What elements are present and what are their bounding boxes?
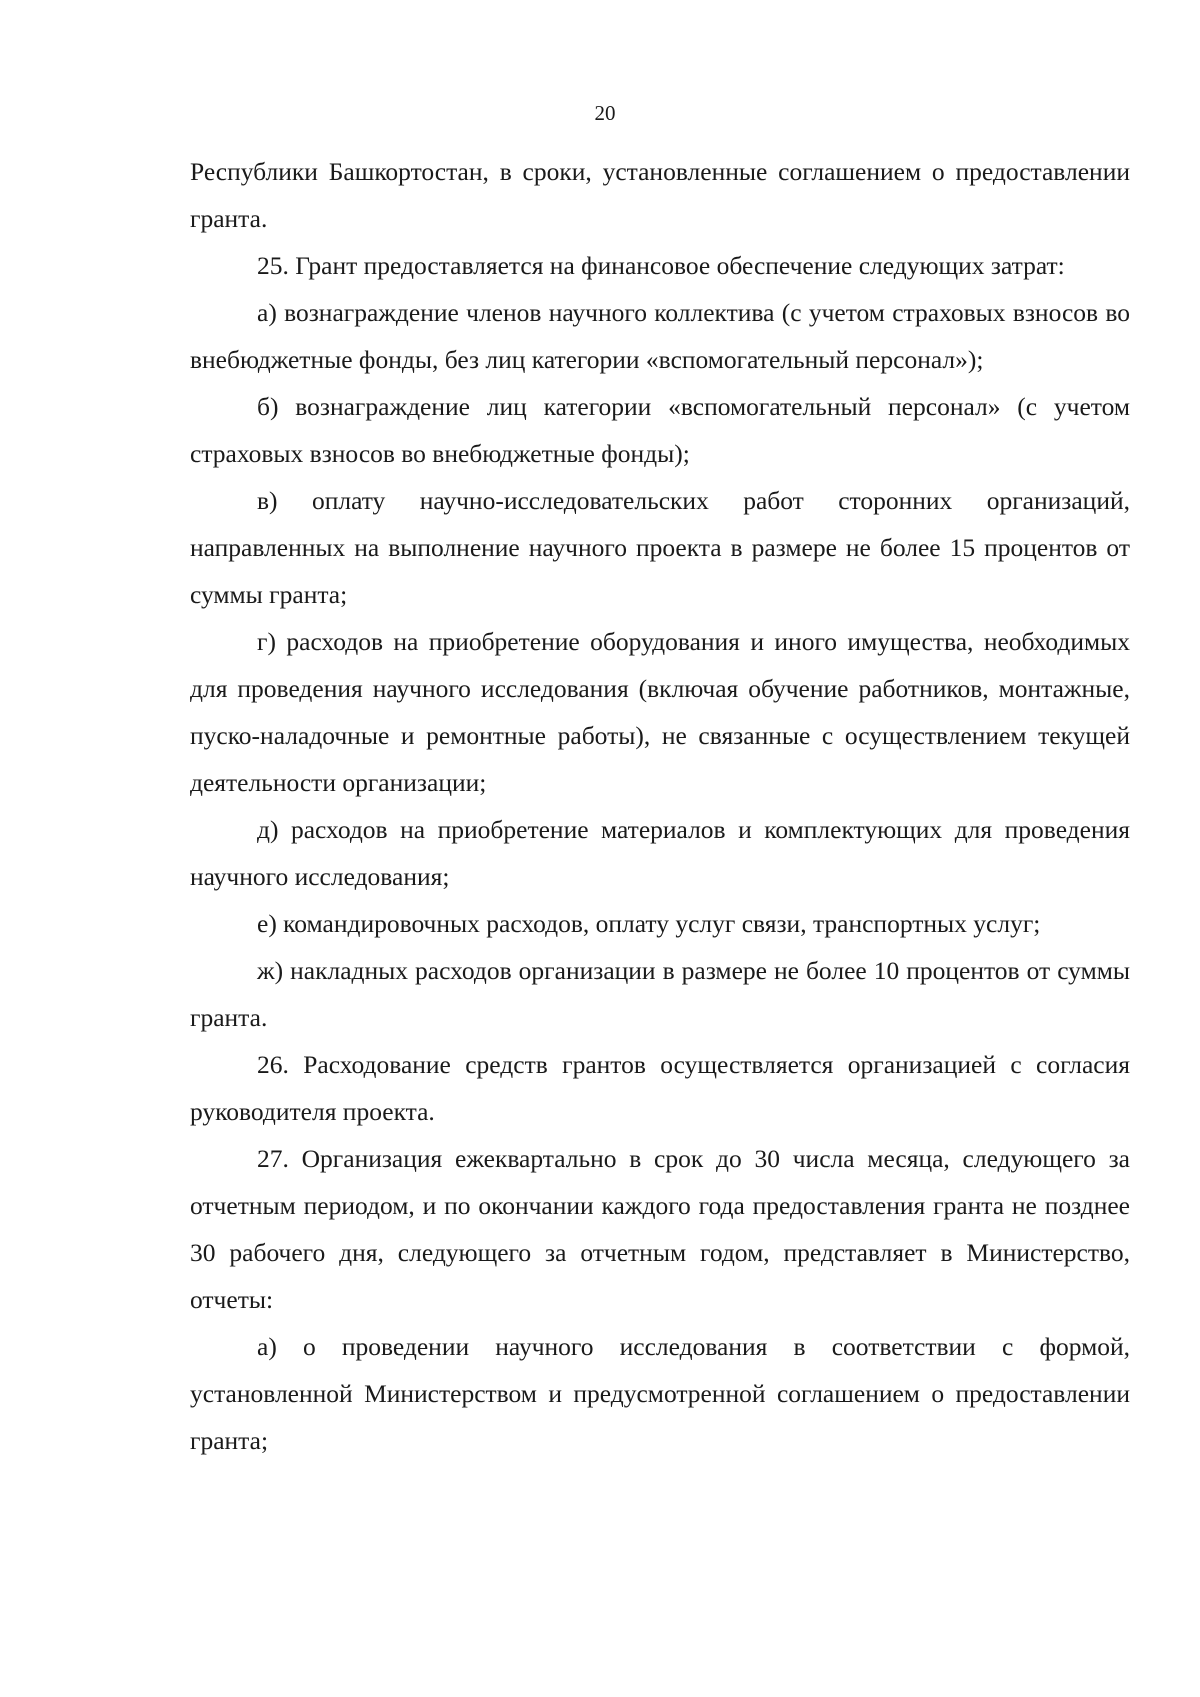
page-number: 20 bbox=[594, 101, 616, 125]
document-body bbox=[190, 148, 1130, 1464]
paragraph-clause-26: 26. Расходование средств грантов осуществляется организацией с согласия руководителя проекта. bbox=[190, 1050, 1130, 1126]
paragraph-item-e: е) командировочных расходов, оплату услуг связи, транспортных услуг; bbox=[257, 909, 1041, 938]
paragraph-continuation: Республики Башкортостан, в сроки, установленные соглашением о предоставлении гранта. bbox=[190, 157, 1130, 233]
paragraph-item-v: в) оплату научно-исследовательских работ сторонних организаций, направленных на выполнение научного проекта в размере не более 15 процентов от суммы гранта; bbox=[190, 486, 1130, 609]
paragraph-item-b: б) вознаграждение лиц категории «вспомогательный персонал» (с учетом страховых взносов во внебюджетные фонды); bbox=[190, 392, 1130, 468]
paragraph-clause-25: 25. Грант предоставляется на финансовое обеспечение следующих затрат: bbox=[257, 251, 1065, 280]
paragraph-item-d: д) расходов на приобретение материалов и комплектующих для проведения научного исследования; bbox=[190, 815, 1130, 891]
paragraph-report-item-a: а) о проведении научного исследования в соответствии с формой, установленной Министерством и предусмотренной соглашением о предоставлении гранта; bbox=[190, 1332, 1130, 1455]
paragraph-item-zh: ж) накладных расходов организации в размере не более 10 процентов от суммы гранта. bbox=[190, 956, 1130, 1032]
paragraph-item-a: а) вознаграждение членов научного коллектива (с учетом страховых взносов во внебюджетные фонды, без лиц категории «вспомогательный персонал»); bbox=[190, 298, 1130, 374]
paragraph-clause-27: 27. Организация ежеквартально в срок до 30 числа месяца, следующего за отчетным периодом, и по окончании каждого года предоставления гранта не позднее 30 рабочего дня, следующего за отчетным годом, представляет в Министерство, отчеты: bbox=[190, 1144, 1130, 1314]
paragraph-item-g: г) расходов на приобретение оборудования и иного имущества, необходимых для проведения научного исследования (включая обучение работников, монтажные, пуско-наладочные и ремонтные работы), не связанные с осуществлением текущей деятельности организации; bbox=[190, 627, 1130, 797]
